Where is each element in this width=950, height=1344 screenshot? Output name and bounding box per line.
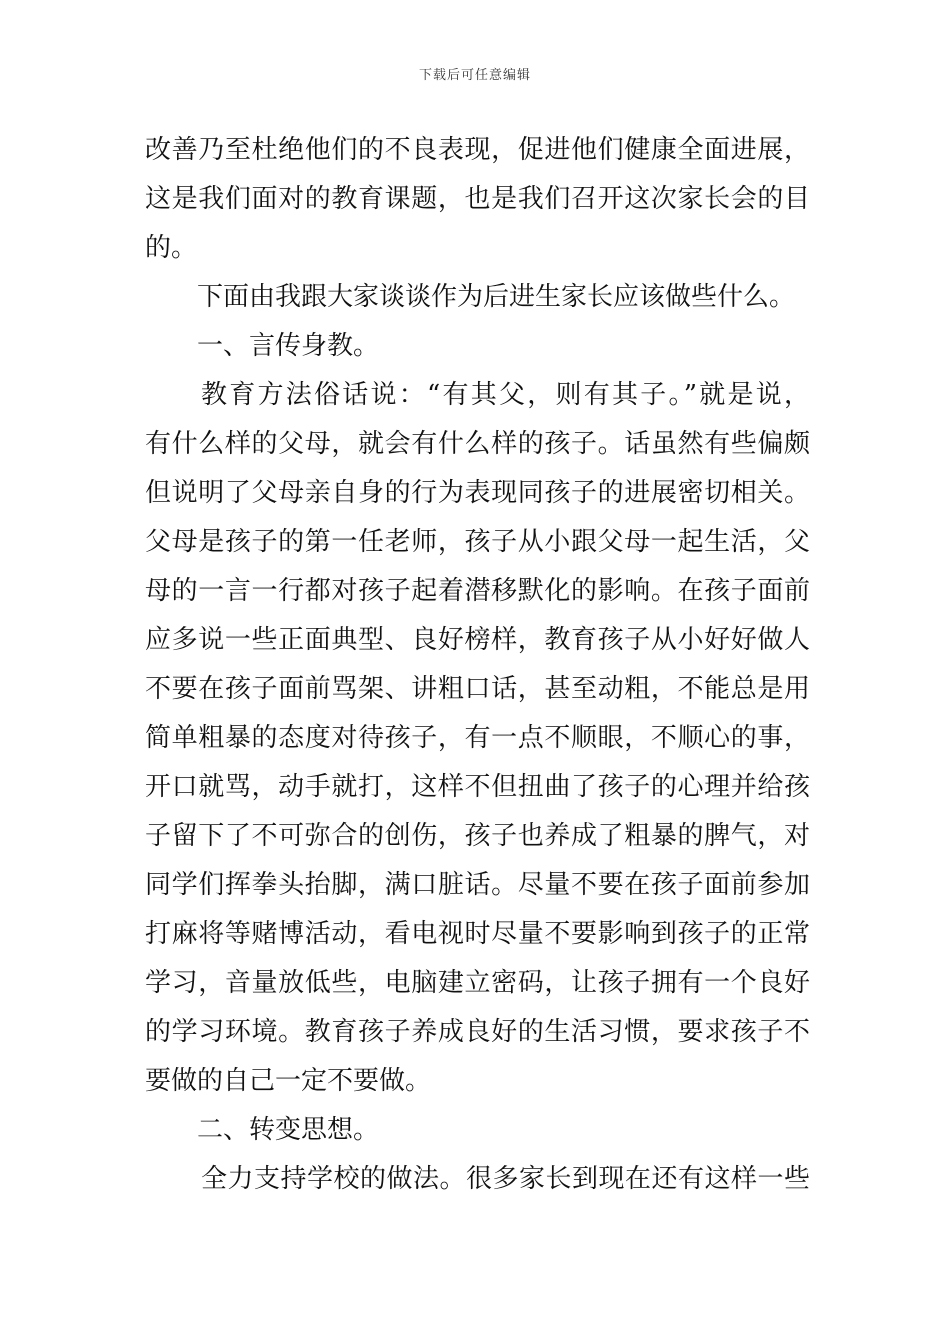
text-line: 有什么样的父母，就会有什么样的孩子。话虽然有些偏颇: [145, 429, 810, 459]
section-heading: 一、言传身教。: [197, 331, 380, 361]
body-text: [145, 126, 810, 1204]
text-line: 打麻将等赌博活动，看电视时尽量不要影响到孩子的正常: [145, 919, 810, 949]
text-line: 改善乃至杜绝他们的不良表现，促进他们健康全面进展，: [145, 135, 810, 165]
text-line: 父母是孩子的第一任老师，孩子从小跟父母一起生活，父: [145, 527, 810, 557]
text-line: 子留下了不可弥合的创伤，孩子也养成了粗暴的脾气，对: [145, 821, 810, 851]
text-line: 的。: [145, 233, 198, 263]
text-line: 不要在孩子面前骂架、讲粗口话，甚至动粗，不能总是用: [145, 674, 810, 704]
text-line: 下面由我跟大家谈谈作为后进生家长应该做些什么。: [197, 282, 796, 312]
text-line: 全力支持学校的做法。很多家长到现在还有这样一些: [201, 1164, 810, 1194]
text-line: 的学习环境。教育孩子养成良好的生活习惯，要求孩子不: [145, 1017, 810, 1047]
text-line: 简单粗暴的态度对待孩子，有一点不顺眼，不顺心的事，: [145, 723, 810, 753]
text-line: 但说明了父母亲自身的行为表现同孩子的进展密切相关。: [145, 478, 810, 508]
text-line: 开口就骂，动手就打，这样不但扭曲了孩子的心理并给孩: [145, 772, 810, 802]
text-line: 母的一言一行都对孩子起着潜移默化的影响。在孩子面前: [145, 576, 810, 606]
text-line: 这是我们面对的教育课题，也是我们召开这次家长会的目: [145, 184, 810, 214]
text-line: 应多说一些正面典型、良好榜样，教育孩子从小好好做人: [145, 625, 810, 655]
page-header-note: 下载后可任意编辑: [418, 68, 531, 83]
section-heading: 二、转变思想。: [197, 1115, 380, 1145]
text-line: 教育方法俗话说：“有其父，则有其子。”就是说，: [201, 380, 810, 410]
text-line: 要做的自己一定不要做。: [145, 1066, 432, 1096]
text-line: 同学们挥拳头抬脚，满口脏话。尽量不要在孩子面前参加: [145, 870, 810, 900]
text-line: 学习，音量放低些，电脑建立密码，让孩子拥有一个良好: [145, 968, 810, 998]
